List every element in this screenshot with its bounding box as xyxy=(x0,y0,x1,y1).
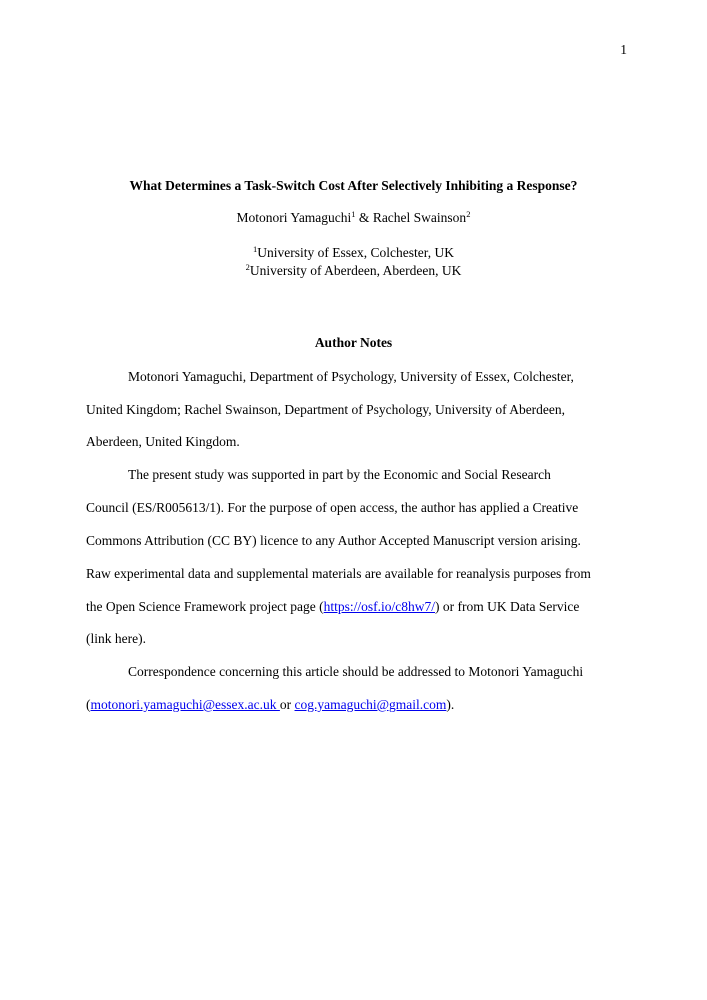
author-line xyxy=(0,210,707,226)
affiliation-2-marker: 2 xyxy=(245,262,250,272)
notes-p2-line-6: (link here). xyxy=(86,631,146,646)
notes-p2-line-1: The present study was supported in part by the Economic and Social Research xyxy=(128,467,551,482)
osf-link[interactable]: https://osf.io/c8hw7/ xyxy=(323,599,436,614)
email-close-paren: ). xyxy=(446,697,455,712)
notes-p2-line-4: Raw experimental data and supplemental materials are available for reanalysis purposes from xyxy=(86,566,591,581)
notes-p3-line-2 xyxy=(86,697,454,713)
author-2-affil-marker: 2 xyxy=(466,209,471,219)
email-link-gmail[interactable]: cog.yamaguchi@gmail.com xyxy=(294,697,447,712)
page-number: 1 xyxy=(620,42,627,57)
author-notes-heading: Author Notes xyxy=(314,335,393,350)
affiliation-1 xyxy=(0,245,707,261)
email-open-paren: ( xyxy=(86,697,91,712)
author-1-name: Motonori Yamaguchi xyxy=(236,210,352,225)
affiliation-1-text: University of Essex, Colchester, UK xyxy=(257,245,454,260)
author-1-affil-marker: 1 xyxy=(351,209,356,219)
paper-title: What Determines a Task-Switch Cost After Selectively Inhibiting a Response? xyxy=(129,178,578,193)
notes-p2-line-3: Commons Attribution (CC BY) licence to any Author Accepted Manuscript version arising. xyxy=(86,533,581,548)
notes-p2-line-2: Council (ES/R005613/1). For the purpose of open access, the author has applied a Creative xyxy=(86,500,579,515)
notes-p1-line-2: United Kingdom; Rachel Swainson, Department of Psychology, University of Aberdeen, xyxy=(86,402,566,417)
affiliation-2 xyxy=(0,263,707,279)
email-or: or xyxy=(279,697,295,712)
notes-p2-line-5 xyxy=(86,599,579,615)
author-separator: & xyxy=(355,210,373,225)
notes-p3-line-1: Correspondence concerning this article should be addressed to Motonori Yamaguchi xyxy=(128,664,584,679)
affiliation-1-marker: 1 xyxy=(253,244,258,254)
author-2-name: Rachel Swainson xyxy=(372,210,467,225)
osf-text-before: the Open Science Framework project page ( xyxy=(86,599,324,614)
email-link-essex[interactable]: motonori.yamaguchi@essex.ac.uk xyxy=(90,697,280,712)
osf-text-after: ) or from UK Data Service xyxy=(435,599,580,614)
notes-p1-line-3: Aberdeen, United Kingdom. xyxy=(86,434,240,449)
affiliation-2-text: University of Aberdeen, Aberdeen, UK xyxy=(249,263,462,278)
notes-p1-line-1: Motonori Yamaguchi, Department of Psychology, University of Essex, Colchester, xyxy=(128,369,574,384)
